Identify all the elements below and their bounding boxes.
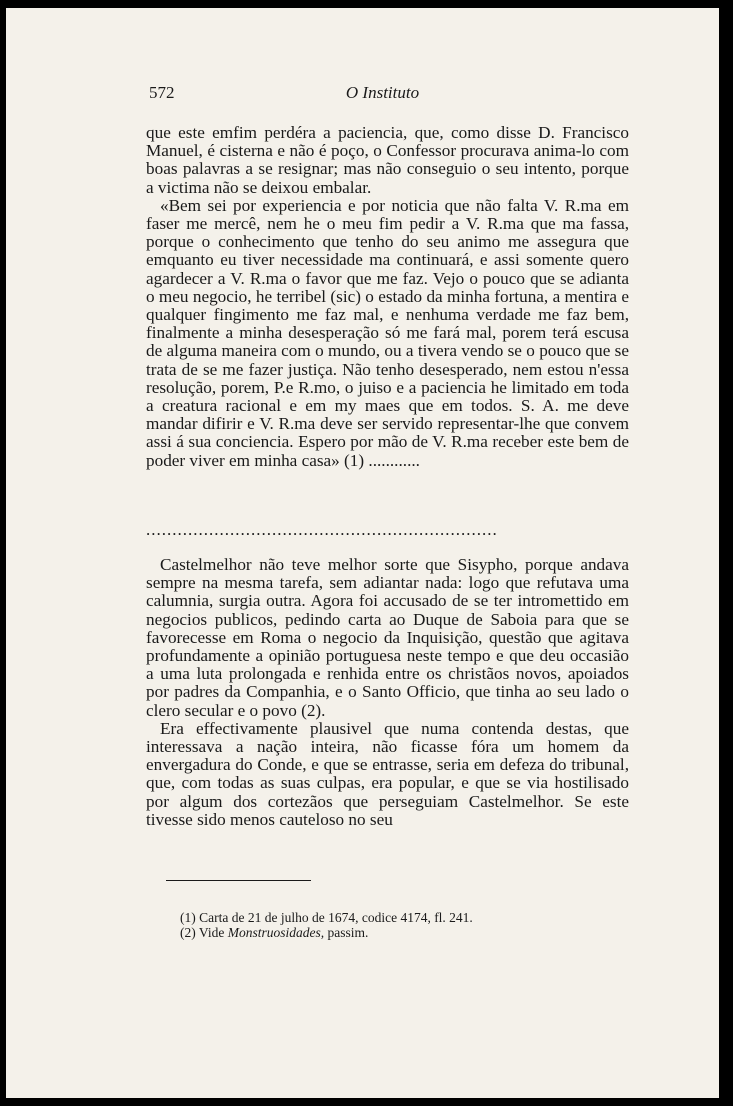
scan-border: [719, 0, 733, 1106]
ellipsis-separator: ...................................................................: [146, 520, 498, 539]
book-page: [6, 8, 719, 1098]
quoted-letter: «Bem sei por experiencia e por noticia que não falta V. R.ma em faser me mercê, nem he o meu fim pedir a V. R.ma que ma fassa, porque o conhecimento que tenho do seu animo me assegura que emquanto eu tiver necessidade ma continuará, e assi somente quero agardecer a V. R.ma o favor que me faz. Vejo o pouco que se adianta o meu negocio, he terribel (sic) o estado da minha fortuna, a mentira e qualquer fingimento me faz mal, e nenhuma verdade me faz bem, finalmente a minha desesperação só me fará mal, porem terá escusa de alguma maneira com o mundo, ou a tivera vendo se o pouco que se trata de se me fazer justiça. Não tenho desesperado, nem estou n'essa resolução, porem, P.e R.mo, o juiso e a paciencia he limitado em toda a creatura racional e em my maes que em todos. S. A. me deve mandar difirir e V. R.ma deve ser servido representar-lhe que convem assi á sua conciencia. Espero por mão de V. R.ma receber este bem de poder viver em minha casa» (1) ............: [146, 195, 629, 470]
paragraph: que este emfim perdéra a paciencia, que, como disse D. Francisco Manuel, é cisterna e não é poço, o Confessor procurava anima-lo com boas palavras a se resignar; mas não conseguio o seu intento, porque a victima não se deixou embalar.: [146, 123, 629, 197]
footnote-text: Carta de 21 de julho de 1674, codice 4174, fl. 241.: [199, 910, 473, 925]
page-header: [6, 83, 719, 107]
quoted-letter-block: [146, 124, 629, 470]
paragraph: Castelmelhor não teve melhor sorte que Sisypho, porque andava sempre na mesma tarefa, sem adiantar nada: logo que refutava uma calumnia, surgia outra. Agora foi accusado de se ter intromettido em negocios publicos, pedindo carta ao Duque de Saboia para que se favorecesse em Roma o negocio da Inquisição, questão que agitava profundamente a opinião portuguesa neste tempo e que deu occasião a uma luta prolongada e renhida entre os christãos novos, apoiados por padres da Companhia, e o Santo Officio, que tinha ao seu lado o clero secular e o povo (2).: [146, 555, 629, 720]
footnote: [180, 910, 473, 925]
footnote-marker: (2): [180, 925, 196, 940]
footnotes: [180, 910, 473, 940]
body-text: [146, 556, 629, 829]
page-number: 572: [149, 83, 175, 102]
running-title: O Instituto: [345, 83, 420, 102]
paragraph: Era effectivamente plausivel que numa contenda destas, que interessava a nação inteira, não ficasse fóra um homem da envergadura do Conde, e que se entrasse, seria em defeza do tribunal, que, com todas as suas culpas, era popular, e que se via hostilisado por algum dos cortezãos que perseguiam Castelmelhor. Se este tivesse sido menos cauteloso no seu: [146, 718, 629, 829]
footnote-text: Vide: [198, 925, 225, 940]
footnote: [180, 925, 473, 940]
footnote-marker: (1): [180, 910, 196, 925]
footnote-text: passim.: [327, 925, 369, 940]
footnote-work-title: Monstruosidades,: [227, 925, 325, 940]
footnote-divider: [166, 880, 311, 881]
